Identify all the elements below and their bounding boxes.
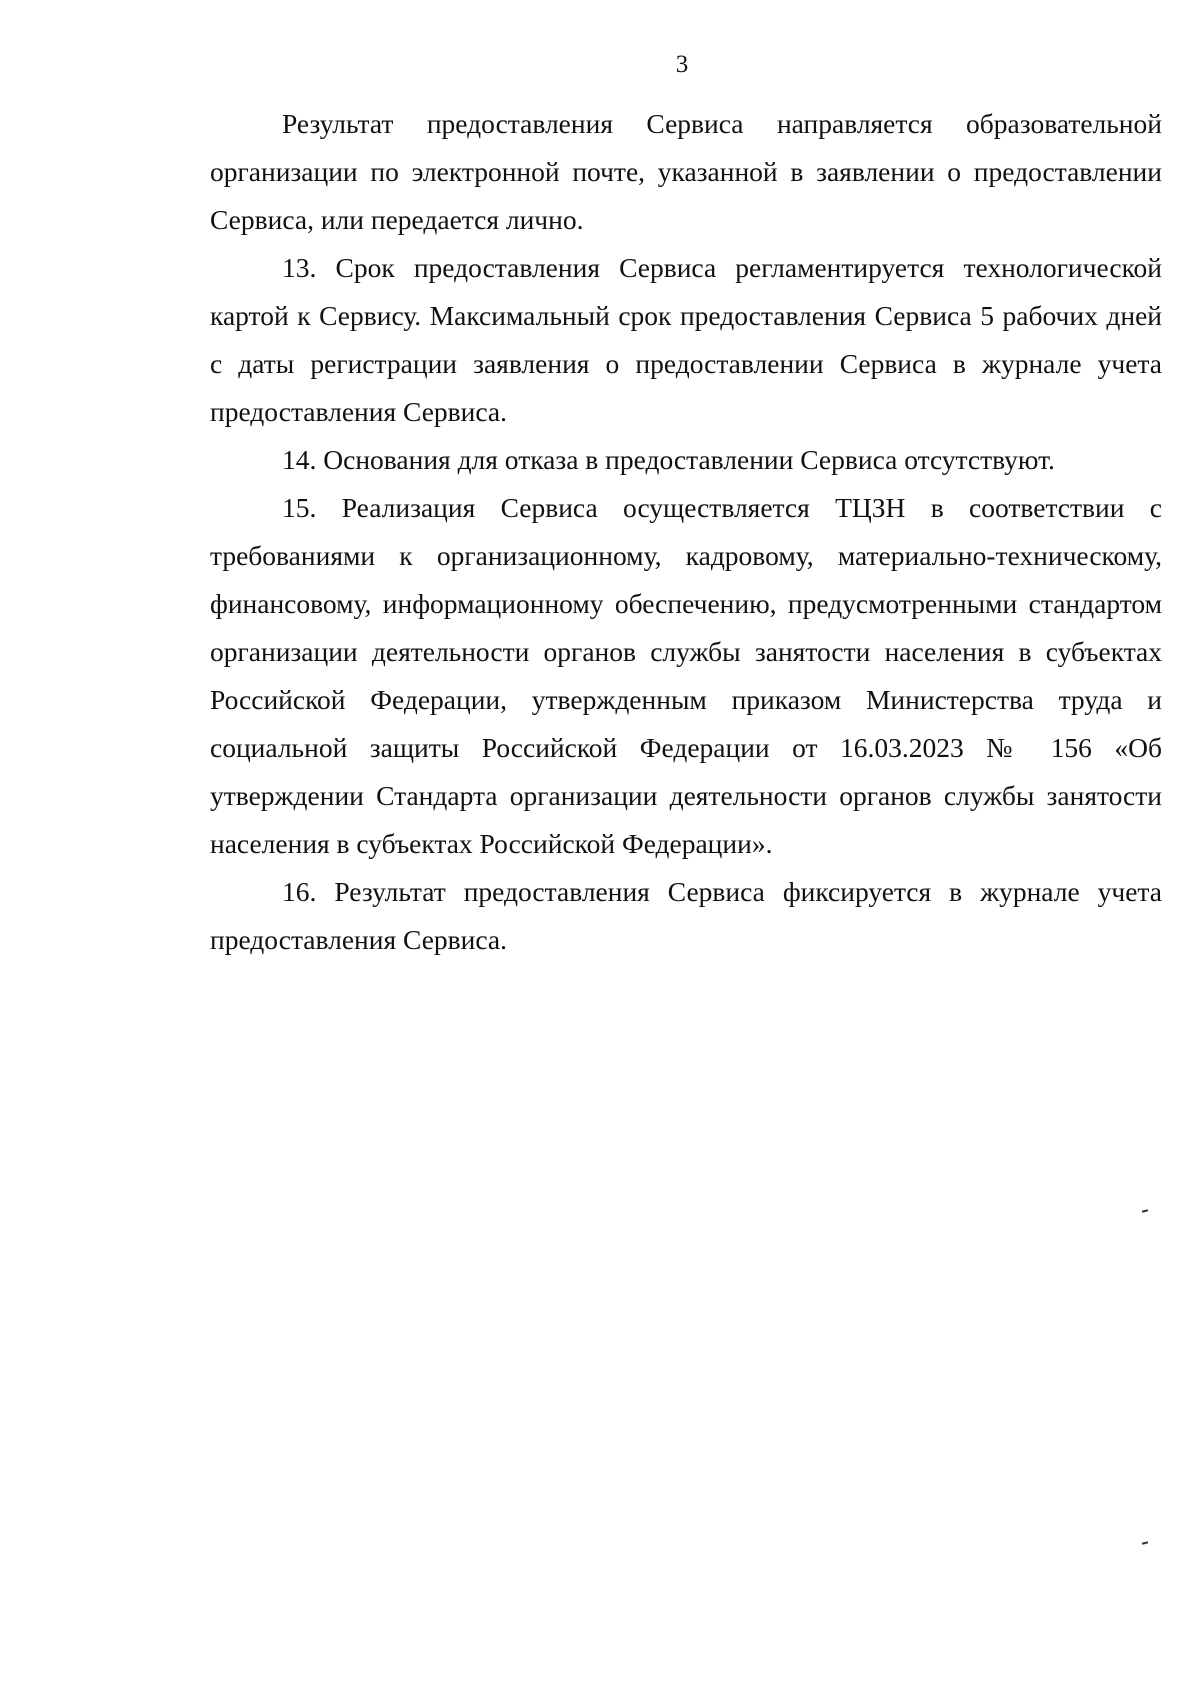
paragraph-15-service-implementation: 15. Реализация Сервиса осуществляется ТЦЗН в соответствии с требованиями к организационному, кадровому, материально-техническому, финансовому, информационному обеспечению, предусмотренными стандартом организации деятельности органов службы занятости населения в субъектах Российской Федерации, утвержденным приказом Министерства труда и социальной защиты Российской Федерации от 16.03.2023 № 156 «Об утверждении Стандарта организации деятельности органов службы занятости населения в субъектах Российской Федерации». [210, 492, 1162, 859]
scan-mark [1142, 1209, 1148, 1212]
paragraph-13-service-term: 13. Срок предоставления Сервиса регламентируется технологической картой к Сервису. Максимальный срок предоставления Сервиса 5 рабочих дней с даты регистрации заявления о предоставлении Сервиса в журнале учета предоставления Сервиса. [210, 252, 1162, 427]
scan-mark [1142, 1541, 1148, 1544]
document-body [210, 100, 1162, 964]
paragraph-16-result-recording: 16. Результат предоставления Сервиса фиксируется в журнале учета предоставления Сервиса. [210, 876, 1162, 955]
paragraph-result-delivery: Результат предоставления Сервиса направляется образовательной организации по электронной почте, указанной в заявлении о предоставлении Сервиса, или передается лично. [210, 108, 1162, 235]
page-number: 3 [675, 51, 689, 78]
paragraph-14-refusal-grounds: 14. Основания для отказа в предоставлении Сервиса отсутствуют. [282, 444, 1055, 475]
